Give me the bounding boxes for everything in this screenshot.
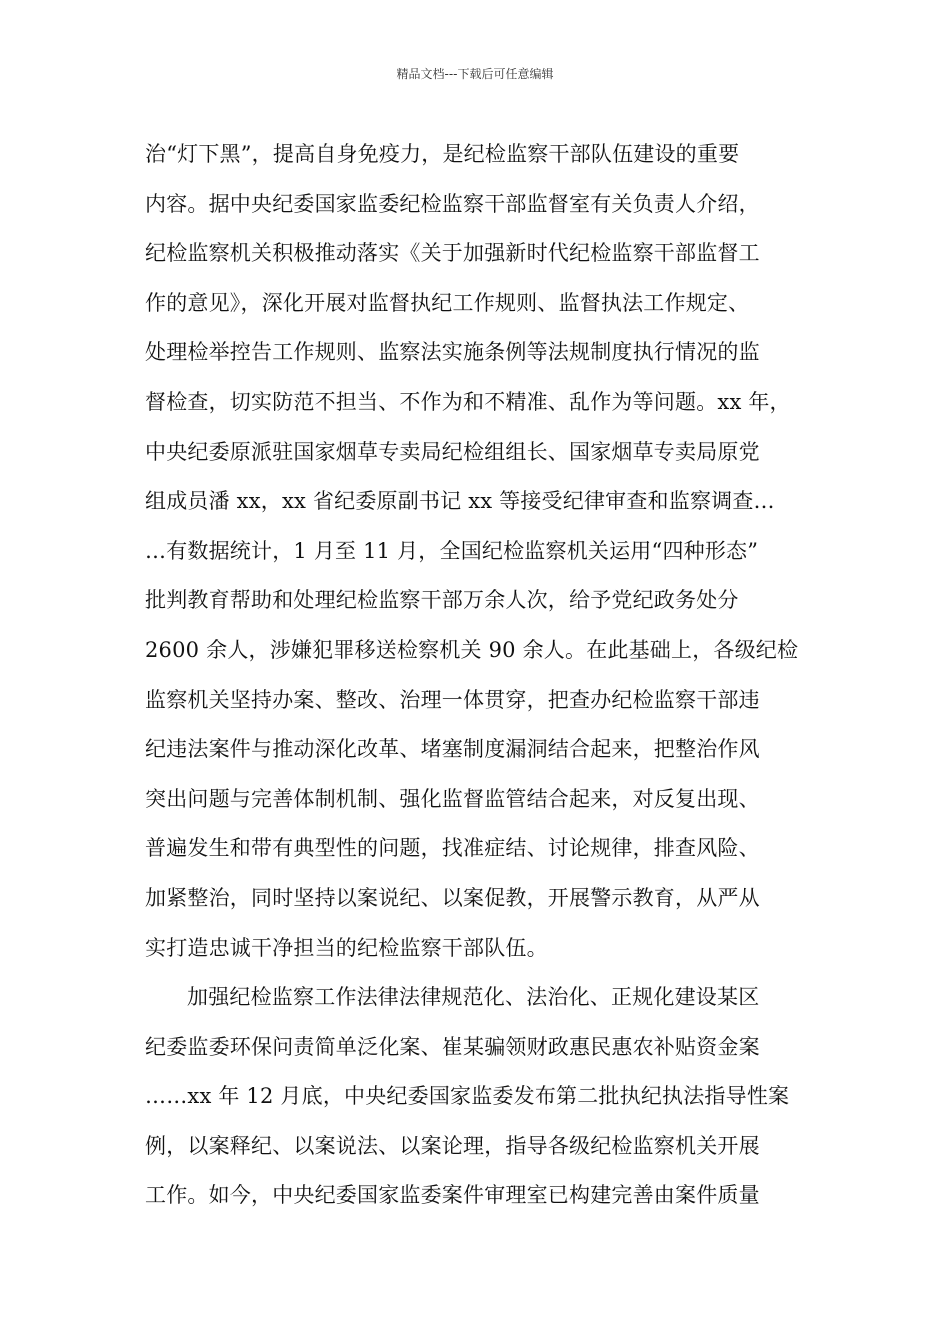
text-line: 监察机关坚持办案、整改、治理一体贯穿，把查办纪检监察干部违 [145, 687, 760, 712]
text-line: 例，以案释纪、以案说法、以案论理，指导各级纪检监察机关开展 [145, 1133, 760, 1158]
text-line: 中央纪委原派驻国家烟草专卖局纪检组组长、国家烟草专卖局原党 [145, 439, 760, 464]
text-line: 2600 余人，涉嫌犯罪移送检察机关 90 余人。在此基础上，各级纪检 [145, 637, 799, 662]
text-line: 纪检监察机关积极推动落实《关于加强新时代纪检监察干部监督工 [145, 241, 760, 266]
page-header: 精品文档---下载后可任意编辑 [396, 67, 554, 81]
text-line: 加紧整治，同时坚持以案说纪、以案促教，开展警示教育，从严从 [145, 885, 760, 910]
text-line: 普遍发生和带有典型性的问题，找准症结、讨论规律，排查风险、 [145, 836, 760, 861]
text-line: 突出问题与完善体制机制、强化监督监管结合起来，对反复出现、 [145, 786, 760, 811]
text-line: 纪委监委环保问责简单泛化案、崔某骗领财政惠民惠农补贴资金案 [145, 1034, 760, 1059]
paragraph-start-line: 加强纪检监察工作法律法律规范化、法治化、正规化建设某区 [187, 985, 760, 1010]
text-line: …有数据统计，1 月至 11 月，全国纪检监察机关运用“四种形态” [145, 538, 759, 563]
text-line: 作的意见》，深化开展对监督执纪工作规则、监督执法工作规定、 [145, 290, 750, 315]
text-line: 工作。如今，中央纪委国家监委案件审理室已构建完善由案件质量 [145, 1183, 760, 1208]
text-line: 组成员潘 xx，xx 省纪委原副书记 xx 等接受纪律审查和监察调查… [145, 489, 775, 514]
text-line: 处理检举控告工作规则、监察法实施条例等法规制度执行情况的监 [145, 340, 760, 365]
text-line: 治“灯下黑”，提高自身免疫力，是纪检监察干部队伍建设的重要 [145, 142, 740, 166]
text-line: ……xx 年 12 月底，中央纪委国家监委发布第二批执纪执法指导性案 [145, 1084, 790, 1109]
text-line: 实打造忠诚干净担当的纪检监察干部队伍。 [145, 935, 548, 960]
text-line: 内容。据中央纪委国家监委纪检监察干部监督室有关负责人介绍， [145, 191, 760, 216]
text-line: 纪违法案件与推动深化改革、堵塞制度漏洞结合起来，把整治作风 [145, 737, 760, 762]
text-line: 督检查，切实防范不担当、不作为和不精准、乱作为等问题。xx 年， [145, 389, 791, 414]
text-line: 批判教育帮助和处理纪检监察干部万余人次，给予党纪政务处分 [145, 588, 739, 613]
document-body [145, 130, 825, 1221]
